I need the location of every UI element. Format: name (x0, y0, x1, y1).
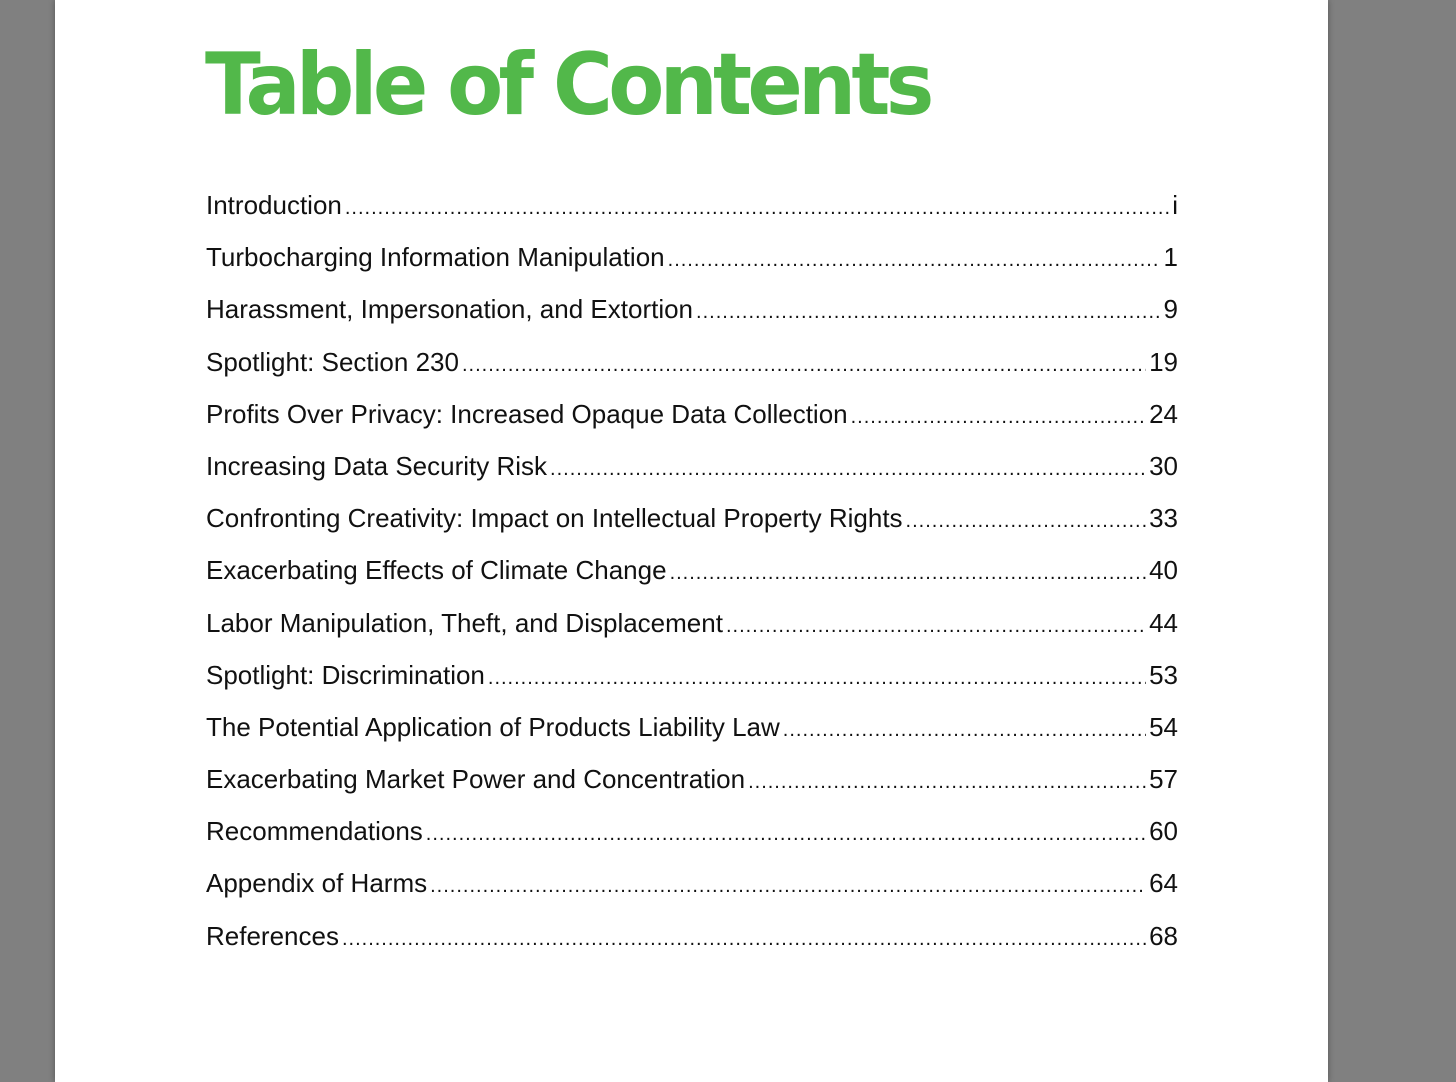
toc-dot-leader (748, 771, 1146, 794)
toc-dot-leader (696, 301, 1161, 324)
toc-dot-leader (906, 510, 1147, 533)
toc-page-number: 54 (1149, 711, 1178, 742)
toc-entry[interactable] (206, 347, 1178, 399)
page-title: Table of Contents (205, 35, 930, 135)
toc-entry-label: Harassment, Impersonation, and Extortion (206, 294, 694, 325)
toc-dot-leader (783, 719, 1146, 742)
toc-entry[interactable] (206, 242, 1178, 294)
toc-page-number: 44 (1149, 607, 1178, 638)
toc-entry[interactable] (206, 555, 1178, 607)
toc-entry-label: Profits Over Privacy: Increased Opaque Data Collection (206, 398, 848, 429)
toc-dot-leader (342, 928, 1146, 951)
toc-dot-leader (345, 197, 1169, 220)
toc-entry[interactable] (206, 712, 1178, 764)
toc-page-number: 1 (1163, 242, 1178, 273)
toc-entry[interactable] (206, 868, 1178, 920)
toc-dot-leader (670, 562, 1147, 585)
toc-entry-label: Appendix of Harms (206, 868, 428, 899)
toc-page-number: 24 (1149, 398, 1178, 429)
toc-dot-leader (462, 354, 1146, 377)
toc-entry-label: Exacerbating Effects of Climate Change (206, 555, 667, 586)
toc-entry-label: References (206, 920, 339, 951)
toc-page-number: 19 (1149, 346, 1178, 377)
toc-entry[interactable] (206, 190, 1178, 242)
toc-entry-label: Increasing Data Security Risk (206, 450, 548, 481)
toc-entry-label: Exacerbating Market Power and Concentration (206, 764, 746, 795)
toc-entry[interactable] (206, 451, 1178, 503)
toc-page-number: 9 (1163, 294, 1178, 325)
toc-entry[interactable] (206, 921, 1178, 973)
toc-page-number: 40 (1149, 555, 1178, 586)
toc-entry-label: Spotlight: Section 230 (206, 346, 459, 377)
toc-entry-label: Labor Manipulation, Theft, and Displacement (206, 607, 723, 638)
toc-dot-leader (430, 875, 1146, 898)
toc-entry[interactable] (206, 608, 1178, 660)
toc-entry[interactable] (206, 399, 1178, 451)
toc-page-number: i (1172, 190, 1178, 220)
toc-dot-leader (488, 667, 1146, 690)
toc-entry[interactable] (206, 764, 1178, 816)
toc-entry-label: The Potential Application of Products Liability Law (206, 711, 780, 742)
toc-dot-leader (851, 406, 1146, 429)
toc-entry[interactable] (206, 294, 1178, 346)
toc-entry[interactable] (206, 660, 1178, 712)
toc-page-number: 53 (1149, 659, 1178, 690)
toc-dot-leader (726, 615, 1146, 638)
document-page (55, 0, 1328, 1082)
toc-list (206, 190, 1178, 973)
toc-entry[interactable] (206, 816, 1178, 868)
toc-dot-leader (668, 249, 1161, 272)
toc-entry-label: Confronting Creativity: Impact on Intellectual Property Rights (206, 503, 903, 534)
toc-dot-leader (426, 823, 1146, 846)
toc-entry[interactable] (206, 503, 1178, 555)
toc-entry-label: Turbocharging Information Manipulation (206, 242, 665, 273)
toc-entry-label: Introduction (206, 190, 342, 220)
toc-entry-label: Recommendations (206, 816, 423, 847)
toc-page-number: 30 (1149, 450, 1178, 481)
toc-page-number: 64 (1149, 868, 1178, 899)
toc-page-number: 57 (1149, 764, 1178, 795)
toc-page-number: 60 (1149, 816, 1178, 847)
toc-page-number: 33 (1149, 503, 1178, 534)
toc-dot-leader (550, 458, 1146, 481)
toc-entry-label: Spotlight: Discrimination (206, 659, 485, 690)
toc-page-number: 68 (1149, 920, 1178, 951)
